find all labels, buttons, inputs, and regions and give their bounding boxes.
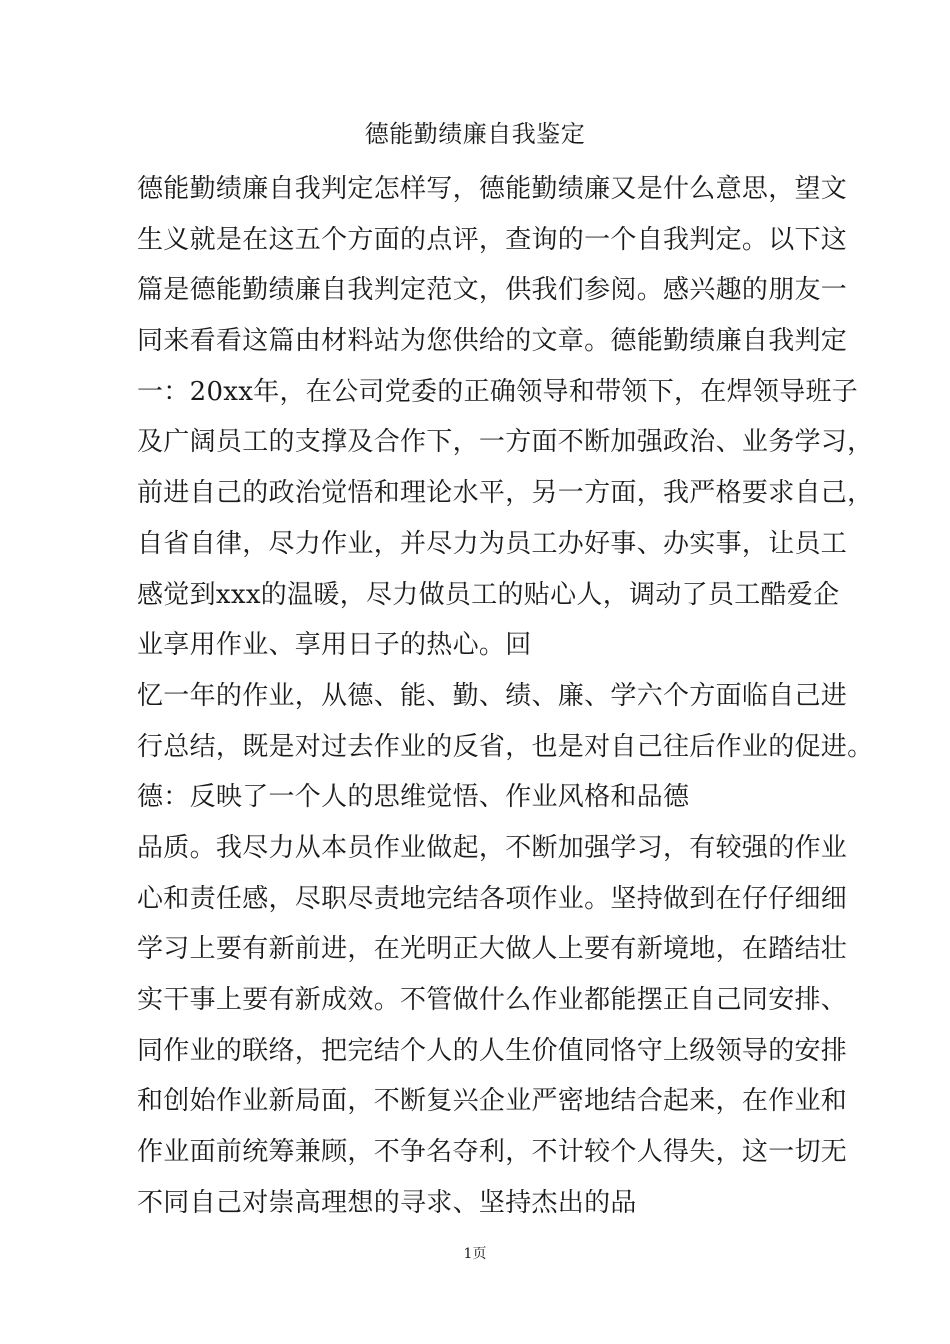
body-line: 学习上要有新前进，在光明正大做人上要有新境地，在踏结壮 — [137, 934, 848, 965]
body-line: 德：反映了一个人的思维觉悟、作业风格和品德 — [137, 782, 690, 813]
body-line: 和创始作业新局面，不断复兴企业严密地结合起来，在作业和 — [137, 1086, 848, 1117]
page-number: 1页 — [463, 1246, 487, 1262]
body-line: 生义就是在这五个方面的点评，查询的一个自我判定。以下这 — [137, 224, 848, 255]
body-line: 不同自己对崇高理想的寻求、坚持杰出的品 — [137, 1187, 637, 1218]
body-line: 一：20xx年，在公司党委的正确领导和带领下，在焊领导班子 — [137, 376, 859, 407]
body-line: 篇是德能勤绩廉自我判定范文，供我们参阅。感兴趣的朋友一 — [137, 275, 848, 306]
document-title: 德能勤绩廉自我鉴定 — [364, 120, 586, 148]
body-line: 感觉到xxx的温暖，尽力做员工的贴心人，调动了员工酷爱企 — [137, 579, 840, 610]
document-body — [137, 164, 874, 1228]
body-line: 同来看看这篇由材料站为您供给的文章。德能勤绩廉自我判定 — [137, 326, 848, 357]
body-line: 自省自律，尽力作业，并尽力为员工办好事、办实事，让员工 — [137, 528, 848, 559]
body-line: 心和责任感，尽职尽责地完结各项作业。坚持做到在仔仔细细 — [137, 883, 848, 914]
body-line: 忆一年的作业，从德、能、勤、绩、廉、学六个方面临自己进 — [137, 680, 848, 711]
body-line: 前进自己的政治觉悟和理论水平，另一方面，我严格要求自己， — [137, 478, 874, 509]
body-line: 品质。我尽力从本员作业做起，不断加强学习，有较强的作业 — [137, 832, 848, 863]
body-line: 同作业的联络，把完结个人的人生价值同恪守上级领导的安排 — [137, 1035, 848, 1066]
body-line: 实干事上要有新成效。不管做什么作业都能摆正自己同安排、 — [137, 985, 848, 1015]
body-line: 作业面前统筹兼顾，不争名夺利，不计较个人得失，这一切无 — [137, 1137, 848, 1168]
body-line: 及广阔员工的支撑及合作下，一方面不断加强政治、业务学习， — [137, 427, 874, 458]
body-line: 业享用作业、享用日子的热心。回 — [137, 630, 532, 661]
body-line: 德能勤绩廉自我判定怎样写，德能勤绩廉又是什么意思，望文 — [137, 174, 848, 204]
body-line: 行总结，既是对过去作业的反省，也是对自己往后作业的促进。 — [137, 731, 874, 762]
